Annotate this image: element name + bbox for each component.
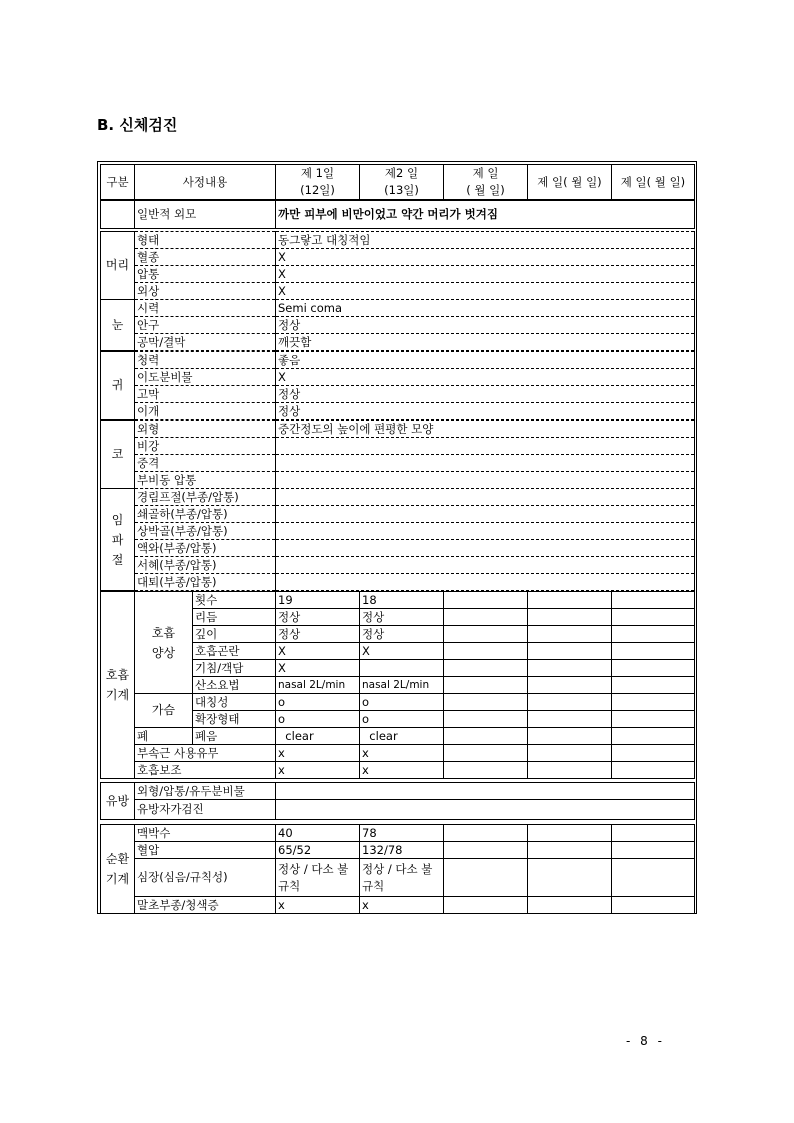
header-day2: 제2 일 (13일): [360, 165, 444, 200]
header-assessment: 사정내용: [135, 165, 276, 200]
resp-day5-value: [612, 660, 695, 677]
resp-row-label: 산소요법: [193, 677, 276, 694]
ear-row-value: X: [276, 369, 695, 386]
resp-day2-value: x: [360, 762, 444, 779]
head-row-value: 동그랗고 대칭적임: [276, 232, 695, 249]
resp-day4-value: [528, 643, 612, 660]
circ-group-label: 순환 기계: [101, 825, 135, 914]
breast-row-value: [276, 800, 695, 820]
resp-day2-value: [360, 660, 444, 677]
resp-day1-value: nasal 2L/min: [276, 677, 360, 694]
resp-day5-value: [612, 626, 695, 643]
header-day3: 제 일 ( 월 일): [444, 165, 528, 200]
resp-day3-value: [444, 694, 528, 711]
general-group-cell: [101, 201, 135, 229]
lymph-row-value: [276, 574, 695, 591]
circ-day3-value: [444, 825, 528, 842]
lymph-row-value: [276, 523, 695, 540]
resp-day2-value: clear: [360, 728, 444, 745]
nose-row-label: 외형: [135, 421, 276, 438]
lymph-group-label: 임 파 절: [101, 489, 135, 591]
resp-day5-value: [612, 694, 695, 711]
resp-row-label: 대칭성: [193, 694, 276, 711]
resp-day4-value: [528, 728, 612, 745]
circ-day3-value: [444, 859, 528, 897]
head-row-label: 외상: [135, 283, 276, 300]
nose-row-value: 중간정도의 높이에 편평한 모양: [276, 421, 695, 438]
circ-day2-value: 정상 / 다소 불 규칙: [360, 859, 444, 897]
resp-day1-value: x: [276, 762, 360, 779]
lymph-section: [100, 488, 695, 591]
nose-row-label: 중격: [135, 455, 276, 472]
ear-row-label: 이도분비물: [135, 369, 276, 386]
resp-day2-value: 정상: [360, 609, 444, 626]
circ-day1-value: x: [276, 897, 360, 914]
ear-row-value: 정상: [276, 386, 695, 403]
circ-day2-value: x: [360, 897, 444, 914]
circ-row-label: 심장(심음/규칙성): [135, 859, 276, 897]
ear-row-label: 이개: [135, 403, 276, 420]
lymph-row-value: [276, 489, 695, 506]
circ-day2-value: 132/78: [360, 842, 444, 859]
page-number: - 8 -: [626, 1034, 665, 1048]
resp-day3-value: [444, 677, 528, 694]
eye-section: [100, 299, 695, 351]
circ-day4-value: [528, 842, 612, 859]
resp-day4-value: [528, 660, 612, 677]
eye-row-value: 정상: [276, 317, 695, 334]
ear-row-label: 고막: [135, 386, 276, 403]
resp-day1-value: clear: [276, 728, 360, 745]
resp-day3-value: [444, 592, 528, 609]
eye-group-label: 눈: [101, 300, 135, 351]
lymph-row-label: 쇄골하(부종/압통): [135, 506, 276, 523]
resp-day3-value: [444, 609, 528, 626]
resp-row-label: 부속근 사용유무: [135, 745, 276, 762]
header-day4: 제 일( 월 일): [528, 165, 612, 200]
lymph-row-value: [276, 540, 695, 557]
resp-row-label: 리듬: [193, 609, 276, 626]
resp-day3-value: [444, 643, 528, 660]
resp-day1-value: X: [276, 660, 360, 677]
eye-row-label: 안구: [135, 317, 276, 334]
resp-row-label: 횟수: [193, 592, 276, 609]
nose-row-value: [276, 472, 695, 489]
circ-day5-value: [612, 897, 695, 914]
head-section: [100, 231, 695, 300]
resp-row-label: 호흡곤란: [193, 643, 276, 660]
resp-day3-value: [444, 745, 528, 762]
resp-day5-value: [612, 711, 695, 728]
resp-day2-value: nasal 2L/min: [360, 677, 444, 694]
header-day1: 제 1일 (12일): [276, 165, 360, 200]
circ-day1-value: 정상 / 다소 불 규칙: [276, 859, 360, 897]
resp-row-label: 깊이: [193, 626, 276, 643]
head-group-label: 머리: [101, 232, 135, 300]
resp-day2-value: o: [360, 711, 444, 728]
resp-day4-value: [528, 626, 612, 643]
header-category: 구분: [101, 165, 135, 200]
head-row-label: 압통: [135, 266, 276, 283]
resp-day5-value: [612, 762, 695, 779]
circ-day1-value: 65/52: [276, 842, 360, 859]
general-label: 일반적 외모: [135, 201, 276, 229]
resp-day3-value: [444, 728, 528, 745]
eye-row-value: 깨끗함: [276, 334, 695, 351]
resp-day3-value: [444, 626, 528, 643]
circ-day2-value: 78: [360, 825, 444, 842]
resp-day1-value: o: [276, 711, 360, 728]
ear-row-value: 정상: [276, 403, 695, 420]
resp-day4-value: [528, 762, 612, 779]
header-day5: 제 일( 월 일): [612, 165, 695, 200]
lymph-row-label: 대퇴(부종/압통): [135, 574, 276, 591]
resp-day1-value: X: [276, 643, 360, 660]
head-row-value: X: [276, 266, 695, 283]
resp-day5-value: [612, 728, 695, 745]
eye-row-label: 시력: [135, 300, 276, 317]
resp-day2-value: X: [360, 643, 444, 660]
resp-day1-value: 19: [276, 592, 360, 609]
circ-row-label: 혈압: [135, 842, 276, 859]
resp-day3-value: [444, 711, 528, 728]
resp-group-label: 호흡 기계: [101, 592, 135, 779]
resp-day1-value: 정상: [276, 609, 360, 626]
resp-day1-value: 정상: [276, 626, 360, 643]
circ-day4-value: [528, 859, 612, 897]
resp-day4-value: [528, 711, 612, 728]
resp-day2-value: 18: [360, 592, 444, 609]
circ-day4-value: [528, 825, 612, 842]
circ-day5-value: [612, 859, 695, 897]
resp-lung-label: 폐: [135, 728, 193, 745]
circ-day3-value: [444, 842, 528, 859]
resp-day4-value: [528, 694, 612, 711]
lymph-row-value: [276, 506, 695, 523]
head-row-label: 형태: [135, 232, 276, 249]
lymph-row-value: [276, 557, 695, 574]
breast-group-label: 유방: [101, 783, 135, 820]
eye-row-label: 공막/결막: [135, 334, 276, 351]
nose-section: [100, 420, 695, 489]
ear-row-label: 청력: [135, 352, 276, 369]
general-value: 까만 피부에 비만이었고 약간 머리가 벗겨짐: [276, 201, 695, 229]
general-section: [100, 200, 695, 229]
resp-day4-value: [528, 592, 612, 609]
resp-day2-value: o: [360, 694, 444, 711]
lymph-row-label: 액와(부종/압통): [135, 540, 276, 557]
nose-row-value: [276, 438, 695, 455]
breast-section: [100, 782, 695, 820]
circ-row-label: 맥박수: [135, 825, 276, 842]
resp-row-label: 확장형태: [193, 711, 276, 728]
header-table: [100, 164, 695, 200]
circ-row-label: 말초부종/청색증: [135, 897, 276, 914]
breast-row-label: 외형/압통/유두분비물: [135, 783, 276, 800]
resp-row-label: 기침/객담: [193, 660, 276, 677]
resp-day4-value: [528, 677, 612, 694]
ear-group-label: 귀: [101, 352, 135, 420]
nose-row-label: 부비동 압통: [135, 472, 276, 489]
resp-day5-value: [612, 643, 695, 660]
resp-day2-value: 정상: [360, 626, 444, 643]
ear-row-value: 좋음: [276, 352, 695, 369]
resp-row-label: 폐음: [193, 728, 276, 745]
lymph-row-label: 경림프절(부종/압통): [135, 489, 276, 506]
ear-section: [100, 351, 695, 420]
resp-day5-value: [612, 609, 695, 626]
circ-day3-value: [444, 897, 528, 914]
head-row-label: 혈종: [135, 249, 276, 266]
resp-day4-value: [528, 745, 612, 762]
resp-section: [100, 591, 695, 779]
lymph-row-label: 서혜(부종/압통): [135, 557, 276, 574]
nose-row-label: 비강: [135, 438, 276, 455]
head-row-value: X: [276, 283, 695, 300]
circ-day5-value: [612, 825, 695, 842]
circ-section: [100, 824, 695, 914]
resp-day5-value: [612, 677, 695, 694]
resp-pattern-label: 호흡 양상: [135, 592, 193, 694]
nose-group-label: 코: [101, 421, 135, 489]
circ-day5-value: [612, 842, 695, 859]
breast-row-label: 유방자가검진: [135, 800, 276, 820]
breast-row-value: [276, 783, 695, 800]
resp-day4-value: [528, 609, 612, 626]
resp-day5-value: [612, 745, 695, 762]
nose-row-value: [276, 455, 695, 472]
circ-day1-value: 40: [276, 825, 360, 842]
resp-chest-label: 가슴: [135, 694, 193, 728]
lymph-row-label: 상박골(부종/압통): [135, 523, 276, 540]
circ-day4-value: [528, 897, 612, 914]
resp-day3-value: [444, 660, 528, 677]
head-row-value: X: [276, 249, 695, 266]
resp-day2-value: x: [360, 745, 444, 762]
resp-row-label: 호흡보조: [135, 762, 276, 779]
resp-day1-value: x: [276, 745, 360, 762]
resp-day1-value: o: [276, 694, 360, 711]
page-title: B. 신체검진: [97, 116, 178, 134]
resp-day3-value: [444, 762, 528, 779]
resp-day5-value: [612, 592, 695, 609]
eye-row-value: Semi coma: [276, 300, 695, 317]
